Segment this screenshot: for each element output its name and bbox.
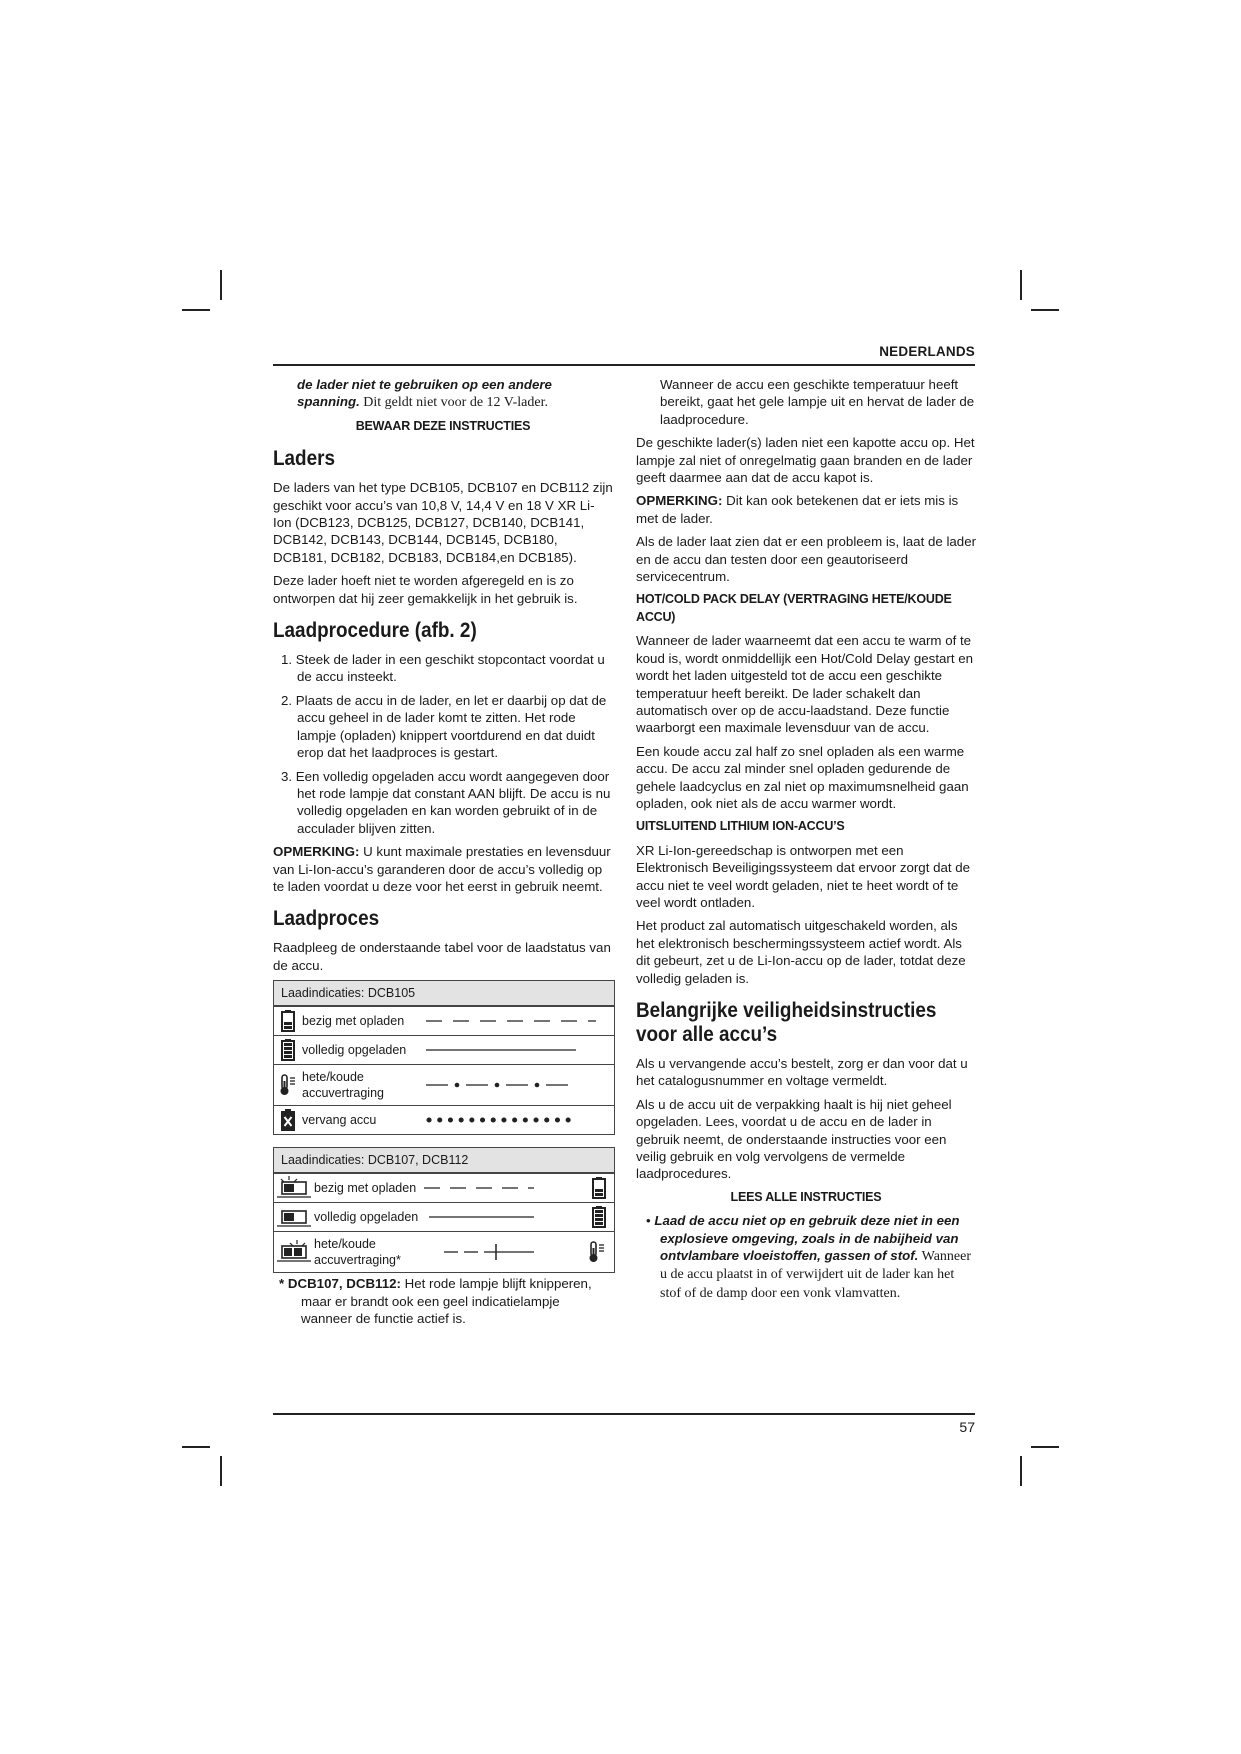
save-instructions-heading: BEWAAR DEZE INSTRUCTIES [355,418,531,433]
crop-mark [1020,1456,1022,1486]
language-label: NEDERLANDS [879,344,975,359]
table-row [274,1064,614,1105]
solid-pattern [424,1206,614,1228]
proces-paragraph: Raadpleeg de onderstaande tabel voor de laadstatus van de accu. [273,940,611,973]
procedure-steps [273,651,613,837]
row-label: volledig opgeladen [302,1043,407,1058]
table-row [274,1105,614,1134]
intro-paragraph [273,376,613,412]
table-row [274,1173,614,1202]
crop-mark [1020,270,1022,300]
crop-mark [1031,309,1059,311]
thermometer-icon [274,1074,302,1096]
crop-mark [182,309,210,311]
laders-heading: Laders [273,447,335,471]
right-column [636,376,976,1308]
read-instructions-heading: LEES ALLE INSTRUCTIES [730,1189,882,1204]
paragraph: Als u de accu uit de verpakking haalt is hij niet geheel opgeladen. Lees, voordat u de accu en de lader in gebruik neemt, de onderstaande instructies voor een veilig gebruik en volg vervolgens de vermelde laadprocedures. [636,1096,952,1182]
page-header [273,340,975,366]
intro-serif: Dit geldt niet voor de 12 V-lader. [359,395,548,411]
charger-delay-icon [274,1240,314,1264]
row-label: bezig met opladen [314,1181,417,1196]
bullet-item: • Laad de accu niet op en gebruik deze niet in een explosieve omgeving, zoals in de nabijheid van ontvlambare vloeistoffen, gassen of stof. Wanneer u de accu plaatst in of verwijdert uit de lader kan het stof of de damp door een vonk vlamvatten. [646,1213,972,1301]
paragraph: Als u vervangende accu’s bestelt, zorg er dan voor dat u het catalogusnummer en voltage vermeldt. [636,1056,968,1089]
crop-mark [220,270,222,300]
paragraph: Het product zal automatisch uitgeschakeld worden, als het elektronisch beschermingssysteem actief wordt. Als dit gebeurt, zet u de Li-Ion-accu op de lader, totdat deze volledig geladen is. [636,918,966,986]
table-title: Laadindicaties: DCB107, DCB112 [274,1148,614,1173]
bullet-bold: Laad de accu niet op en gebruik deze niet in een explosieve omgeving, zoals in de nabijheid van ontvlambare vloeistoffen, gassen of stof. [654,1213,960,1264]
delay-pattern [426,1081,614,1089]
table-footnote [273,1275,613,1327]
battery-full-icon [592,1206,606,1228]
procedure-step: 3. Een volledig opgeladen accu wordt aangegeven door het rode lampje dat constant AAN blijft. De accu is nu volledig opgeladen en kan worden gebruikt of in de acculader blijven zitten. [281,768,611,836]
intro-bold: de lader niet te gebruiken op een andere spanning. [297,377,552,410]
charge-indicator-table-dcb105 [273,980,615,1135]
row-label: bezig met opladen [302,1014,405,1029]
note-label: OPMERKING: [636,493,723,509]
solid-pattern [426,1047,614,1053]
charger-blinking-icon [274,1176,314,1200]
table-title: Laadindicaties: DCB105 [274,981,614,1006]
footnote-text: Het rode lampje blijft knipperen, maar er brandt ook een geel indicatielampje wanneer de functie actief is. [301,1276,592,1326]
table-row [274,1006,614,1035]
note-paragraph [273,843,613,895]
left-column [273,376,613,1333]
battery-full-icon [274,1039,302,1061]
row-label: hete/koude accuvertraging* [314,1237,401,1268]
proces-heading: Laadproces [273,907,380,931]
bullet-serif: Wanneer u de accu plaatst in of verwijdert uit de lader kan het stof of de damp door een vonk vlamvatten. [660,1249,972,1301]
blink-pattern [426,1018,614,1024]
note-paragraph [636,492,976,527]
dots-pattern [426,1116,614,1124]
charge-indicator-table-dcb107-dcb112 [273,1147,615,1273]
charger-solid-icon [274,1205,314,1229]
battery-charging-icon [592,1177,606,1199]
safety-heading: Belangrijke veiligheidsinstructies voor alle accu’s [636,999,937,1046]
table-row [274,1202,614,1231]
note-text: Dit kan ook betekenen dat er iets mis is met de lader. [636,493,959,526]
blink-pattern [424,1177,614,1199]
laders-paragraph: De laders van het type DCB105, DCB107 en DCB112 zijn geschikt voor accu’s van 10,8 V, 14,4 V en 18 V XR Li-Ion (DCB123, DCB125, DCB127, DCB140, DCB141, DCB142, DCB143, DCB144, DCB145, DCB180, DCB181, DCB182, DCB183, DCB184,en DCB185). [273,480,613,565]
footnote-label: * DCB107, DCB112: [279,1276,401,1292]
laders-paragraph: Deze lader hoeft niet te worden afgeregeld en is zo ontworpen dat hij zeer gemakkelijk in het gebruik is. [273,573,578,606]
procedure-heading: Laadprocedure (afb. 2) [273,619,477,643]
paragraph: Wanneer de accu een geschikte temperatuur heeft bereikt, gaat het gele lampje uit en hervat de lader de laadprocedure. [660,377,975,427]
paragraph: Als de lader laat zien dat er een probleem is, laat de lader en de accu dan testen door een geautoriseerd servicecentrum. [636,534,977,585]
note-label: OPMERKING: [273,844,360,860]
crop-mark [220,1456,222,1486]
page-footer [273,1413,975,1435]
row-label: hete/koude accuvertraging [302,1070,384,1101]
procedure-step: 2. Plaats de accu in de lader, en let er daarbij op dat de accu geheel in de lader komt te zitten. Het rode lampje (opladen) knippert voortdurend en dat duidt erop dat het laadproces is gestart. [281,692,607,761]
crop-mark [1031,1446,1059,1448]
lithium-heading: UITSLUITEND LITHIUM ION-ACCU’S [636,819,845,834]
delay-pattern [424,1241,614,1263]
paragraph: XR Li-Ion-gereedschap is ontworpen met een Elektronisch Beveiligingssysteem dat ervoor zorgt dat de accu niet te veel wordt geladen, niet te heet wordt of te veel wordt ontladen. [636,842,971,910]
thermometer-icon [588,1241,606,1263]
crop-mark [182,1446,210,1448]
hot-cold-heading: HOT/COLD PACK DELAY (VERTRAGING HETE/KOUDE ACCU) [636,592,952,624]
row-label: vervang accu [302,1113,377,1128]
paragraph: Een koude accu zal half zo snel opladen als een warme accu. De accu zal minder snel opladen gedurende de gehele laadcyclus en zal niet op maximumsnelheid gaan opladen, ook niet als de accu warmer wordt. [636,743,969,811]
page-number: 57 [959,1419,975,1435]
paragraph: De geschikte lader(s) laden niet een kapotte accu op. Het lampje zal niet of onregelmatig gaan branden en de lader geeft daarmee aan dat de accu kapot is. [636,435,975,486]
battery-replace-icon [274,1109,302,1131]
row-label: volledig opgeladen [314,1210,419,1225]
procedure-step: 1. Steek de lader in een geschikt stopcontact voordat u de accu insteekt. [281,652,605,685]
table-row [274,1035,614,1064]
battery-charging-icon [274,1010,302,1032]
paragraph: Wanneer de lader waarneemt dat een accu te warm of te koud is, wordt onmiddellijk een Hot/Cold Delay gestart en wordt het laden uitgesteld tot de accu een geschikte temperatuur heeft bereikt. De lader schakelt dan automatisch over op de accu-laadstand. Deze functie waarborgt een maximale levensduur van de accu. [636,633,974,736]
table-row [274,1231,614,1272]
note-text: U kunt maximale prestaties en levensduur van Li-Ion-accu’s garanderen door de accu’s volledig op te laden voordat u deze voor het eerst in gebruik neemt. [273,844,611,894]
